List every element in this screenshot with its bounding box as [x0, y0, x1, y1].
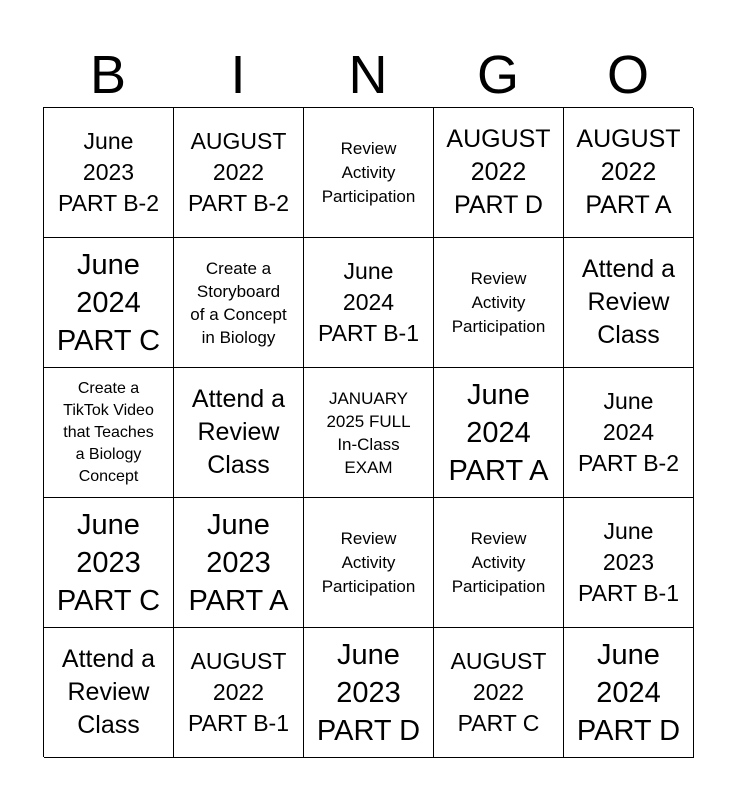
- cell-text: Attend a Review Class: [61, 645, 156, 739]
- cell-text: Create a TikTok Video that Teaches a Biology Concept: [63, 379, 154, 485]
- cell-text: June 2024 PART A: [448, 378, 549, 487]
- bingo-cell[interactable]: [434, 498, 564, 628]
- cell-text: June 2023 PART A: [188, 508, 289, 617]
- bingo-cell[interactable]: [174, 108, 304, 238]
- bingo-cell[interactable]: [304, 498, 434, 628]
- bingo-cell[interactable]: [174, 498, 304, 628]
- header-letter-n: N: [348, 45, 388, 105]
- header-letter-b: B: [89, 45, 127, 105]
- bingo-cell[interactable]: [174, 368, 304, 498]
- bingo-cell[interactable]: [564, 498, 694, 628]
- header-letter-o: O: [606, 45, 649, 105]
- cell-text: AUGUST 2022 PART B-2: [188, 128, 289, 216]
- cell-text: June 2024 PART C: [56, 248, 161, 357]
- cell-text: June 2023 PART C: [56, 508, 161, 617]
- cell-text: Review Activity Participation: [451, 268, 546, 336]
- bingo-cell[interactable]: [434, 238, 564, 368]
- bingo-cell[interactable]: [434, 368, 564, 498]
- cell-text: Create a Storyboard of a Concept in Biology: [190, 258, 287, 347]
- bingo-grid: [43, 107, 693, 757]
- bingo-cell[interactable]: [304, 238, 434, 368]
- bingo-cell[interactable]: [304, 628, 434, 758]
- bingo-cell[interactable]: [44, 108, 174, 238]
- cell-text: JANUARY 2025 FULL In-Class EXAM: [326, 388, 411, 477]
- bingo-cell[interactable]: [304, 108, 434, 238]
- bingo-cell[interactable]: [564, 108, 694, 238]
- cell-text: Review Activity Participation: [451, 528, 546, 596]
- cell-text: Attend a Review Class: [581, 255, 676, 349]
- cell-text: AUGUST 2022 PART C: [450, 648, 547, 736]
- cell-text: June 2024 PART D: [576, 638, 681, 747]
- bingo-cell[interactable]: [44, 498, 174, 628]
- cell-text: Review Activity Participation: [321, 528, 416, 596]
- bingo-cell[interactable]: [44, 628, 174, 758]
- header-letter-i: I: [230, 45, 246, 105]
- cell-text: June 2024 PART B-1: [318, 258, 419, 346]
- cell-text: AUGUST 2022 PART B-1: [188, 648, 289, 736]
- bingo-cell[interactable]: [44, 238, 174, 368]
- bingo-cell[interactable]: [564, 628, 694, 758]
- bingo-cell[interactable]: [304, 368, 434, 498]
- cell-text: June 2024 PART B-2: [578, 388, 679, 476]
- bingo-cell[interactable]: [564, 368, 694, 498]
- cell-text: June 2023 PART D: [316, 638, 421, 747]
- cell-text: AUGUST 2022 PART A: [576, 125, 681, 219]
- cell-text: AUGUST 2022 PART D: [446, 125, 551, 219]
- bingo-cell[interactable]: [564, 238, 694, 368]
- bingo-cell[interactable]: [434, 628, 564, 758]
- cell-text: Attend a Review Class: [191, 385, 286, 479]
- bingo-cell[interactable]: [174, 628, 304, 758]
- bingo-cell[interactable]: [174, 238, 304, 368]
- cell-text: Review Activity Participation: [321, 138, 416, 206]
- bingo-cell[interactable]: [434, 108, 564, 238]
- cell-text: June 2023 PART B-2: [58, 128, 159, 216]
- cell-text: June 2023 PART B-1: [578, 518, 679, 606]
- header-letter-g: G: [476, 45, 519, 105]
- bingo-header: [43, 44, 693, 106]
- bingo-cell[interactable]: [44, 368, 174, 498]
